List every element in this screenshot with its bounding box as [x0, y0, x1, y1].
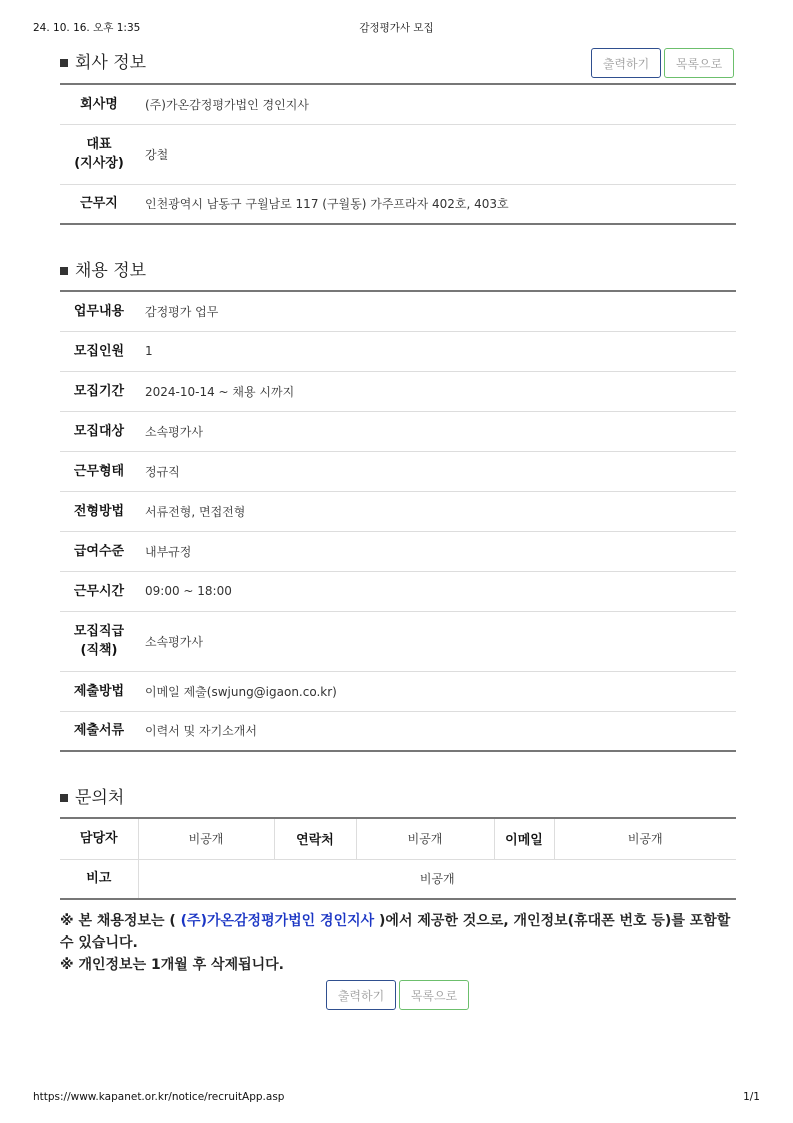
row-label-line: 모집직급	[73, 624, 125, 639]
row-label-line: 급여수준	[73, 543, 125, 559]
table-row	[60, 451, 736, 491]
notice-prefix: ※ 본 채용정보는 (	[60, 913, 176, 929]
top-button-group	[591, 48, 734, 78]
row-label	[60, 184, 138, 224]
contact-row	[60, 818, 736, 859]
print-button[interactable]: 출력하기	[591, 48, 661, 78]
table-row	[60, 124, 736, 184]
row-label	[60, 611, 138, 671]
company-info-table	[60, 83, 736, 225]
row-label-line: 제출방법	[73, 683, 125, 699]
print-page-number: 1/1	[743, 1091, 760, 1103]
row-label-line: 근무형태	[73, 463, 125, 479]
row-value: 소속평가사	[138, 411, 736, 451]
print-url: https://www.kapanet.or.kr/notice/recruitApp.asp	[33, 1091, 285, 1103]
row-value: 감정평가 업무	[138, 291, 736, 331]
row-label	[60, 371, 138, 411]
row-label	[60, 711, 138, 751]
row-value: 2024-10-14 ~ 채용 시까지	[138, 371, 736, 411]
bottom-button-group	[326, 980, 469, 1010]
row-label	[60, 291, 138, 331]
row-label-line: 근무지	[80, 196, 118, 212]
privacy-notice	[60, 910, 736, 976]
print-date: 24. 10. 16. 오후 1:35	[33, 22, 141, 34]
contact-section-title-text: 문의처	[75, 788, 125, 808]
row-value: 서류전형, 면접전형	[138, 491, 736, 531]
row-label-line: 대표	[86, 137, 112, 152]
row-value: 이력서 및 자기소개서	[145, 724, 257, 739]
table-row	[60, 291, 736, 331]
phone-value: 비공개	[356, 818, 494, 859]
row-label-line: 모집대상	[73, 423, 125, 439]
manager-label: 담당자	[60, 818, 138, 859]
note-label: 비고	[86, 871, 112, 887]
row-label	[60, 531, 138, 571]
row-label-line: (지사장)	[74, 156, 124, 171]
table-row	[60, 331, 736, 371]
company-section-title-text: 회사 정보	[75, 53, 147, 73]
table-row	[60, 491, 736, 531]
row-label	[60, 451, 138, 491]
row-label	[60, 411, 138, 451]
notice-company: (주)가온감정평가법인 경인지사	[180, 913, 375, 929]
table-row	[60, 611, 736, 671]
row-value: 소속평가사	[138, 611, 736, 671]
recruit-section-title-text: 채용 정보	[75, 261, 147, 281]
row-value: 인천광역시 남동구 구월남로 117 (구월동) 가주프라자 402호, 403호	[145, 197, 509, 212]
note-value: 비공개	[138, 859, 736, 899]
row-label-line: 전형방법	[73, 503, 125, 519]
notice-line-1	[60, 910, 736, 954]
recruit-section-title	[60, 256, 146, 281]
row-label	[60, 124, 138, 184]
row-label	[60, 331, 138, 371]
email-label: 이메일	[494, 818, 554, 859]
row-value: 1	[138, 331, 736, 371]
print-button[interactable]: 출력하기	[326, 980, 396, 1010]
list-button[interactable]: 목록으로	[664, 48, 734, 78]
email-value: 비공개	[554, 818, 736, 859]
table-row	[60, 711, 736, 751]
row-label	[60, 491, 138, 531]
table-row	[60, 184, 736, 224]
square-bullet-icon	[60, 59, 68, 67]
square-bullet-icon	[60, 794, 68, 802]
row-label	[60, 571, 138, 611]
square-bullet-icon	[60, 267, 68, 275]
row-label-line: 제출서류	[73, 723, 125, 739]
row-value: 이메일 제출(swjung@igaon.co.kr)	[138, 671, 736, 711]
row-value: (주)가온감정평가법인 경인지사	[138, 84, 736, 124]
row-label	[60, 671, 138, 711]
row-value: 강철	[138, 124, 736, 184]
row-label-line: 모집인원	[73, 343, 125, 359]
row-value: 09:00 ~ 18:00	[138, 571, 736, 611]
table-row	[60, 671, 736, 711]
notice-suffix: )에서 제공한 것으로, 개인정보(휴대폰 번호 등)를 포함할 수 있습니다.	[60, 913, 731, 951]
row-label-line: 회사명	[80, 96, 118, 112]
note-row	[60, 859, 736, 899]
row-label-line: 모집기간	[73, 383, 125, 399]
notice-line-2: ※ 개인정보는 1개월 후 삭제됩니다.	[60, 957, 284, 973]
table-row	[60, 411, 736, 451]
row-value: 정규직	[138, 451, 736, 491]
recruit-info-table	[60, 290, 736, 752]
table-row	[60, 531, 736, 571]
print-header	[33, 20, 760, 36]
contact-section-title	[60, 783, 124, 808]
contact-table	[60, 817, 736, 900]
list-button[interactable]: 목록으로	[399, 980, 469, 1010]
table-row	[60, 371, 736, 411]
row-label-line: 업무내용	[73, 303, 125, 319]
manager-value: 비공개	[138, 818, 274, 859]
company-section-title	[60, 48, 146, 73]
company-info-rows	[60, 84, 736, 224]
row-label-line: (직책)	[80, 643, 118, 658]
print-footer	[33, 1091, 760, 1107]
table-row	[60, 571, 736, 611]
row-value: 내부규정	[138, 531, 736, 571]
table-row	[60, 84, 736, 124]
recruit-info-rows	[60, 291, 736, 751]
row-label-line: 근무시간	[73, 583, 125, 599]
phone-label: 연락처	[274, 818, 356, 859]
print-title: 감정평가사 모집	[359, 22, 434, 34]
row-label	[60, 84, 138, 124]
